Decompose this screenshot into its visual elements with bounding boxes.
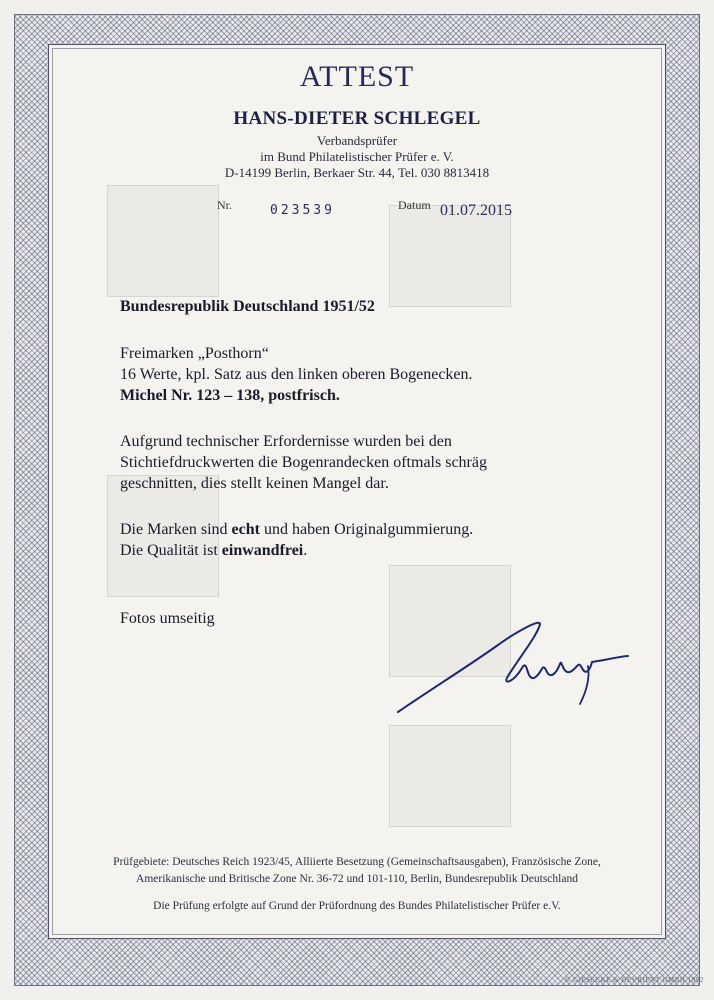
- certificate-number: 023539: [270, 203, 335, 218]
- examiner-name: HANS-DIETER SCHLEGEL: [233, 108, 481, 129]
- certificate-date: 01.07.2015: [440, 202, 512, 219]
- show-through-stamp: [389, 205, 511, 307]
- show-through-stamp: [107, 185, 219, 297]
- catalogue-numbers: Michel Nr. 123 – 138, postfrisch.: [120, 387, 340, 404]
- certificate-number-label: Nr.: [217, 198, 232, 212]
- test-areas-line-2: Amerikanische und Britische Zone Nr. 36-72 und 101-110, Berlin, Bundesrepublik Deutschland: [136, 873, 578, 885]
- remark-line-3: geschnitten, dies stellt keinen Mangel dar.: [120, 475, 389, 492]
- photos-note: Fotos umseitig: [120, 610, 215, 627]
- test-areas-line-1: Prüfgebiete: Deutsches Reich 1923/45, Alliierte Besetzung (Gemeinschaftsausgaben), Französische Zone,: [113, 856, 601, 868]
- show-through-stamp: [389, 725, 511, 827]
- certificate-title: ATTEST: [299, 60, 415, 93]
- examiner-association: im Bund Philatelistischer Prüfer e. V.: [260, 149, 454, 164]
- signature-image: [390, 610, 630, 720]
- date-label: Datum: [398, 198, 431, 212]
- remark-line-2: Stichtiefdruckwerten die Bogenrandecken oftmals schräg: [120, 454, 487, 471]
- stamp-description: 16 Werte, kpl. Satz aus den linken oberen Bogenecken.: [120, 366, 473, 383]
- issue-heading: Bundesrepublik Deutschland 1951/52: [120, 298, 375, 315]
- examiner-address: D-14199 Berlin, Berkaer Str. 44, Tel. 030 8813418: [224, 165, 490, 180]
- stamp-series: Freimarken „Posthorn“: [120, 345, 269, 362]
- remark-line-1: Aufgrund technischer Erfordernisse wurden bei den: [120, 433, 452, 450]
- regulation-note: Die Prüfung erfolgte auf Grund der Prüfordnung des Bundes Philatelistischer Prüfer e.V.: [153, 900, 561, 912]
- printer-copyright: © GIESECKE & DEVRIENT GMBH 1992: [565, 976, 704, 984]
- quality-statement: Die Qualität ist einwandfrei.: [120, 542, 308, 559]
- authenticity-statement: Die Marken sind echt und haben Originalgummierung.: [120, 521, 474, 538]
- examiner-role: Verbandsprüfer: [316, 133, 398, 148]
